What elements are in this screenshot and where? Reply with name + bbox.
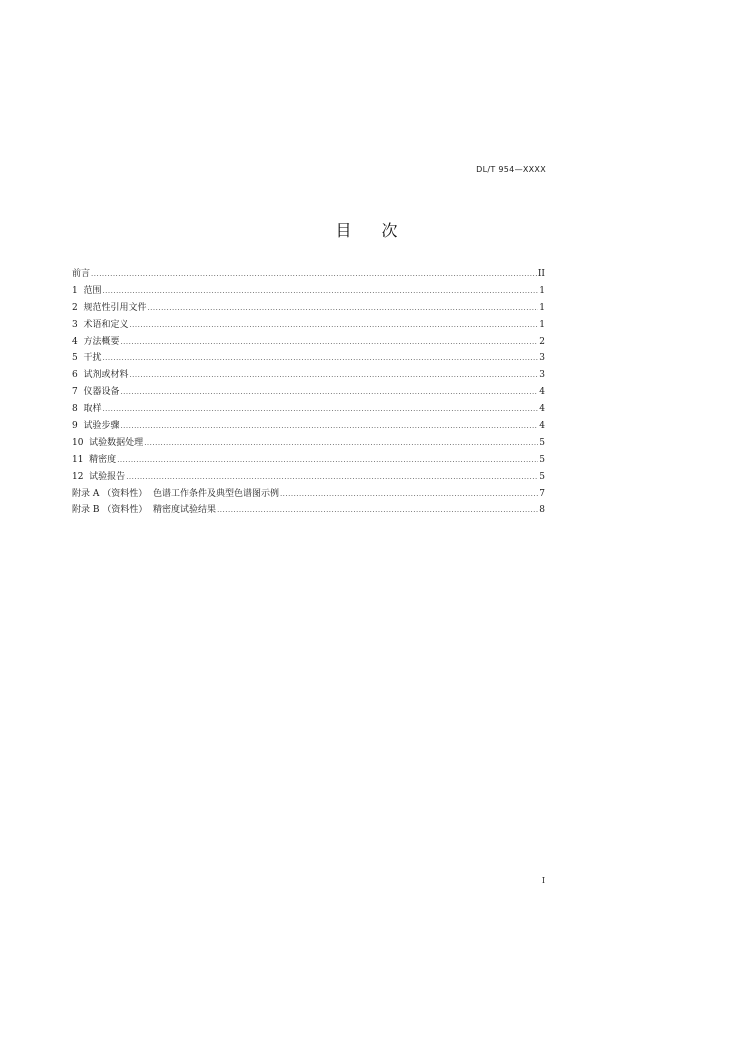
- toc-leader-dots: [91, 266, 537, 283]
- toc-entry-label: 11 精密度: [72, 454, 117, 465]
- toc-entry-label: 8 取样: [72, 404, 102, 415]
- toc-leader-dots: [280, 486, 538, 503]
- toc-entry-label: 10 试验数据处理: [72, 437, 144, 448]
- toc-entry-page: 5: [539, 437, 545, 448]
- toc-entry-page: II: [537, 269, 545, 279]
- toc-entry-label: 前言: [72, 269, 91, 279]
- toc-entry-label: 5 干扰: [72, 353, 102, 364]
- toc-entry-page: 5: [539, 454, 545, 465]
- toc-entry-label: 1 范围: [72, 285, 102, 296]
- toc-leader-dots: [120, 418, 538, 435]
- toc-list: [72, 266, 545, 519]
- toc-title: [0, 218, 733, 241]
- toc-leader-dots: [126, 469, 538, 486]
- toc-entry-label: 附录 B （资料性） 精密度试验结果: [72, 505, 217, 516]
- toc-entry-appendix-a[interactable]: [72, 486, 545, 503]
- toc-entry-6[interactable]: [72, 367, 545, 384]
- toc-entry-page: 3: [539, 370, 545, 381]
- toc-leader-dots: [102, 401, 538, 418]
- toc-entry-page: 1: [539, 285, 545, 296]
- toc-entry-appendix-b[interactable]: [72, 502, 545, 519]
- toc-entry-label: 3 术语和定义: [72, 319, 129, 330]
- toc-entry-4[interactable]: [72, 334, 545, 351]
- toc-leader-dots: [129, 317, 538, 334]
- toc-entry-foreword[interactable]: [72, 266, 545, 283]
- toc-entry-label: 7 仪器设备: [72, 387, 120, 398]
- toc-entry-5[interactable]: [72, 350, 545, 367]
- toc-entry-page: 4: [539, 387, 545, 398]
- toc-entry-page: 4: [539, 404, 545, 415]
- toc-entry-label: 12 试验报告: [72, 471, 126, 482]
- toc-entry-page: 7: [539, 488, 545, 499]
- toc-entry-page: 8: [539, 505, 545, 516]
- page-number: I: [541, 876, 545, 885]
- toc-entry-page: 2: [539, 336, 545, 347]
- toc-entry-page: 1: [539, 302, 545, 313]
- toc-leader-dots: [120, 384, 538, 401]
- toc-entry-10[interactable]: [72, 435, 545, 452]
- toc-entry-page: 4: [539, 421, 545, 432]
- toc-entry-12[interactable]: [72, 469, 545, 486]
- toc-leader-dots: [217, 502, 538, 519]
- toc-entry-7[interactable]: [72, 384, 545, 401]
- toc-entry-label: 附录 A （资料性） 色谱工作条件及典型色谱图示例: [72, 488, 279, 499]
- toc-entry-page: 1: [539, 319, 545, 330]
- toc-entry-11[interactable]: [72, 452, 545, 469]
- toc-entry-2[interactable]: [72, 300, 545, 317]
- toc-title-char-1: 目: [335, 221, 352, 240]
- toc-entry-label: 4 方法概要: [72, 336, 120, 347]
- toc-leader-dots: [129, 367, 538, 384]
- toc-leader-dots: [102, 350, 538, 367]
- toc-leader-dots: [147, 300, 538, 317]
- toc-entry-label: 2 规范性引用文件: [72, 302, 147, 313]
- toc-entry-8[interactable]: [72, 401, 545, 418]
- standard-code: DL/T 954—XXXX: [476, 165, 546, 174]
- toc-entry-label: 6 试剂或材料: [72, 370, 129, 381]
- toc-leader-dots: [120, 334, 538, 351]
- toc-leader-dots: [117, 452, 538, 469]
- toc-title-char-2: 次: [381, 221, 398, 240]
- toc-entry-9[interactable]: [72, 418, 545, 435]
- toc-entry-page: 5: [539, 471, 545, 482]
- toc-entry-label: 9 试验步骤: [72, 421, 120, 432]
- toc-entry-1[interactable]: [72, 283, 545, 300]
- toc-entry-page: 3: [539, 353, 545, 364]
- toc-leader-dots: [144, 435, 538, 452]
- toc-leader-dots: [102, 283, 538, 300]
- toc-entry-3[interactable]: [72, 317, 545, 334]
